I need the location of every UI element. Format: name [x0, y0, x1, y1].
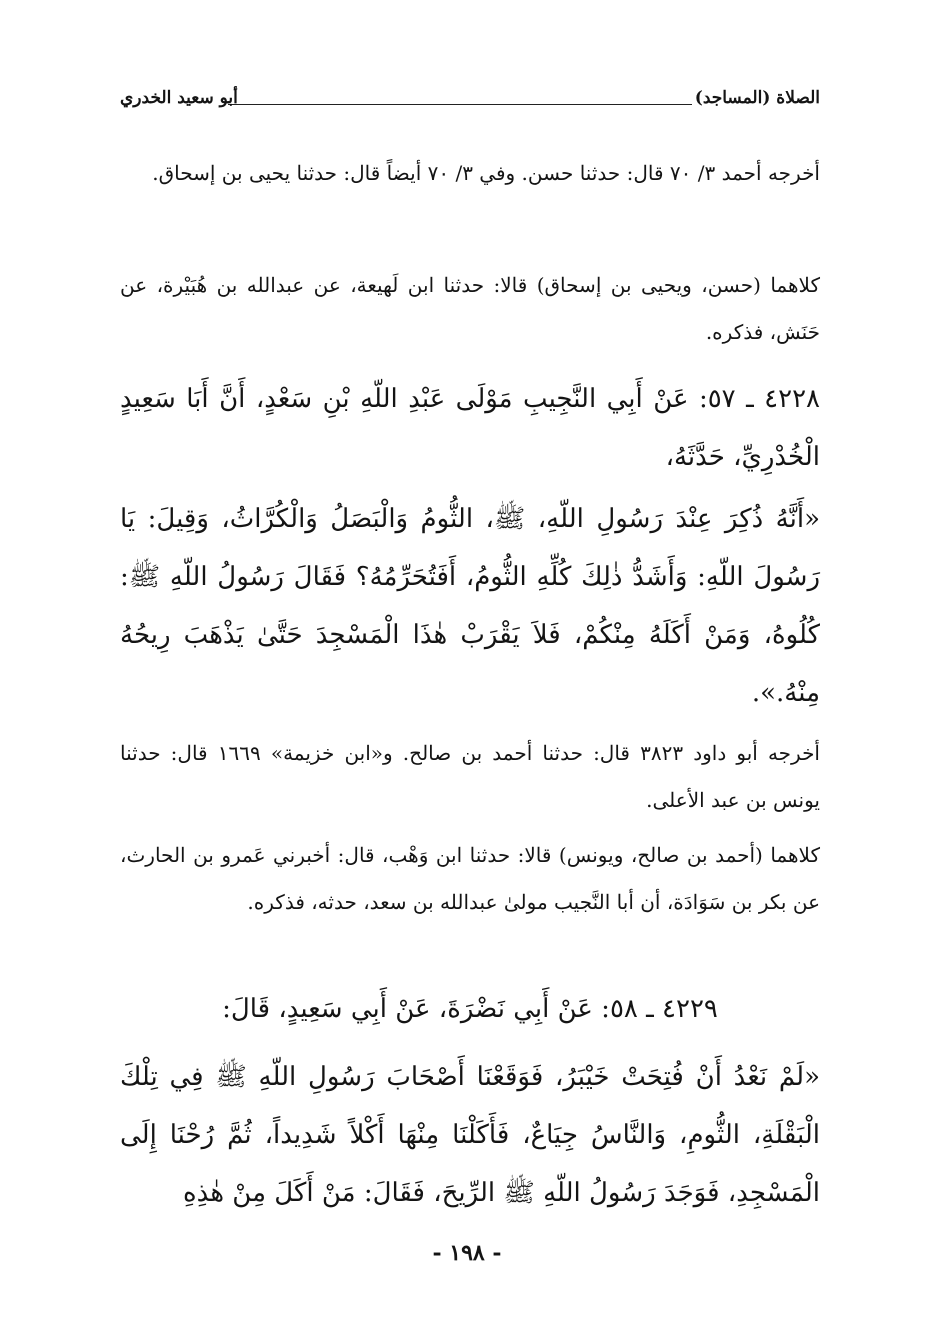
header-narrator-name: أبو سعيد الخدري [120, 88, 238, 108]
hadith-4228-heading: ٤٢٢٨ ـ ٥٧: عَنْ أَبِي النَّجِيبِ مَوْلَى عَبْدِ اللّهِ بْنِ سَعْدٍ، أَنَّ أَبَا سَعِيدٍ الْخُدْرِيِّ، حَدَّثَهُ، [120, 384, 820, 472]
paragraph-chain-2: كلاهما (أحمد بن صالح، ويونس) قالا: حدثنا ابن وَهْب، قال: أخبرني عَمرو بن الحارث، عن بكر بن سَوَادَة، أن أبا النَّجيب مولىٰ عبدالله بن سعد، حدثه، فذكره. [120, 843, 820, 914]
paragraph-chain-1: كلاهما (حسن، ويحيى بن إسحاق) قالا: حدثنا ابن لَهيعة، عن عبدالله بن هُبَيْرة، عن حَنَش، فذكره. [120, 273, 820, 344]
paragraph-ahmad-source: أخرجه أحمد ٣/ ٧٠ قال: حدثنا حسن. وفي ٣/ ٧٠ أيضاً قال: حدثنا يحيى بن إسحاق. [152, 161, 820, 185]
page-number: - ١٩٨ - [432, 1240, 502, 1266]
header-rule [228, 104, 692, 105]
hadith-4229-text: «لَمْ نَعْدُ أَنْ فُتِحَتْ خَيْبَرُ، فَوَقَعْنَا أَصْحَابَ رَسُولِ اللّهِ ﷺ فِي تِلْكَ الْبَقْلَةِ، الثُّومِ، وَالنَّاسُ جِيَاعٌ، فَأَكَلْنَا مِنْهَا أَكْلاً شَدِيداً، ثُمَّ رُحْنَا إِلَى الْمَسْجِدِ، فَوَجَدَ رَسُولُ اللّهِ ﷺ الرِّيحَ، فَقَالَ: مَنْ أَكَلَ مِنْ هٰذِهِ [120, 1062, 821, 1208]
hadith-4228-text: «أَنَّهُ ذُكِرَ عِنْدَ رَسُولِ اللّهِ، ﷺ، الثُّومُ وَالْبَصَلُ وَالْكُرَّاثُ، وَقِيلَ: يَا رَسُولَ اللّهِ: وَأَشَدُّ ذٰلِكَ كُلِّهِ الثُّومُ، أَفَتُحَرِّمُهُ؟ فَقَالَ رَسُولُ اللّهِ ﷺ: كُلُوهُ، وَمَنْ أَكَلَهُ مِنْكُمْ، فَلاَ يَقْرَبْ هٰذَا الْمَسْجِدَ حَتَّىٰ يَذْهَبَ رِيحُهُ مِنْهُ.». [120, 504, 820, 708]
running-header [120, 88, 820, 118]
header-section-title: الصلاة (المساجد) [694, 88, 820, 108]
hadith-4229-heading: ٤٢٢٩ ـ ٥٨: عَنْ أَبِي نَضْرَةَ، عَنْ أَبِي سَعِيدٍ، قَالَ: [222, 994, 718, 1024]
paragraph-abudawud-source: أخرجه أبو داود ٣٨٢٣ قال: حدثنا أحمد بن صالح. و«ابن خزيمة» ١٦٦٩ قال: حدثنا يونس بن عبد الأعلى. [120, 741, 820, 812]
